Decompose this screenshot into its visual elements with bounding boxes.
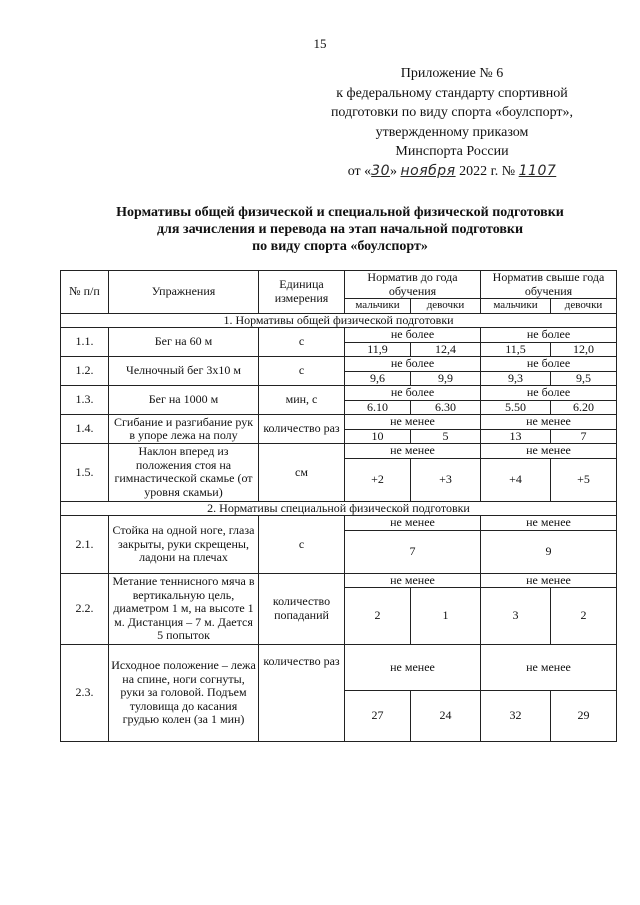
value-cell: 2 (345, 588, 411, 645)
row-condition: не менее (481, 444, 617, 459)
row-num: 1.5. (61, 444, 109, 502)
row-exercise: Стойка на одной ноге, глаза закрыты, руки скрещены, ладони на плечах (109, 516, 259, 574)
title-line: по виду спорта «боулспорт» (252, 239, 428, 254)
row-num: 1.1. (61, 328, 109, 357)
header-unit: Единица измерения (259, 271, 345, 314)
row-num: 2.2. (61, 573, 109, 645)
row-condition: не менее (481, 516, 617, 531)
row-exercise: Сгибание и разгибание рук в упоре лежа на полу (109, 415, 259, 444)
value-cell: 7 (345, 530, 481, 573)
value-cell: 5.50 (481, 400, 551, 415)
date-prefix: от « (347, 163, 372, 179)
row-num: 1.3. (61, 386, 109, 415)
row-exercise: Бег на 1000 м (109, 386, 259, 415)
appendix-line: подготовки по виду спорта «боулспорт», (330, 105, 574, 120)
row-condition: не более (345, 386, 481, 401)
value-cell: 29 (551, 691, 617, 742)
header-girls: девочки (551, 299, 617, 314)
appendix-title: Приложение № 6 (400, 66, 504, 81)
row-condition: не более (481, 328, 617, 343)
header-exercise: Упражнения (109, 271, 259, 314)
value-cell: 11,5 (481, 342, 551, 357)
header-row (61, 271, 617, 299)
row-num: 1.2. (61, 357, 109, 386)
value-cell: 32 (481, 691, 551, 742)
row-condition: не более (481, 386, 617, 401)
row-unit: мин, с (259, 386, 345, 415)
table-row (61, 444, 617, 459)
row-condition: не менее (481, 415, 617, 430)
norms-table (60, 270, 617, 742)
row-condition: не менее (481, 645, 617, 691)
row-condition: не более (481, 357, 617, 372)
value-cell: 12,4 (411, 342, 481, 357)
value-cell: +5 (551, 458, 617, 501)
value-cell: 9,6 (345, 371, 411, 386)
row-num: 2.3. (61, 645, 109, 742)
value-cell: 13 (481, 429, 551, 444)
value-cell: 6.30 (411, 400, 481, 415)
section-title: 1. Нормативы общей физической подготовки (61, 313, 617, 328)
handwritten-month: ноября (400, 162, 456, 179)
row-condition: не более (345, 328, 481, 343)
row-exercise: Исходное положение – лежа на спине, ноги согнуты, руки за головой. Подъем туловища до касания грудью колен (за 1 мин) (109, 645, 259, 742)
header-norm-up-to-year: Норматив до года обучения (345, 271, 481, 299)
value-cell: 5 (411, 429, 481, 444)
section-row (61, 501, 617, 516)
header-num: № п/п (61, 271, 109, 314)
row-condition: не менее (345, 415, 481, 430)
value-cell: 24 (411, 691, 481, 742)
row-condition: не менее (345, 516, 481, 531)
handwritten-order-number: 1107 (518, 162, 557, 179)
date-year: 2022 г. № (455, 163, 519, 179)
table-row (61, 573, 617, 588)
row-unit: количество раз (259, 645, 345, 742)
row-exercise: Метание теннисного мяча в вертикальную цель, диаметром 1 м, на высоте 1 м. Дистанция – 7 м. Дается 5 попыток (109, 573, 259, 645)
value-cell: 3 (481, 588, 551, 645)
value-cell: 6.20 (551, 400, 617, 415)
row-unit: с (259, 328, 345, 357)
value-cell: 12,0 (551, 342, 617, 357)
table-row (61, 645, 617, 691)
section-row (61, 313, 617, 328)
value-cell: 10 (345, 429, 411, 444)
value-cell: 6.10 (345, 400, 411, 415)
value-cell: 1 (411, 588, 481, 645)
row-unit: количество раз (259, 415, 345, 444)
row-num: 2.1. (61, 516, 109, 574)
header-norm-over-year: Норматив свыше года обучения (481, 271, 617, 299)
row-condition: не менее (345, 645, 481, 691)
page-number: 15 (313, 36, 327, 51)
handwritten-day: 30 (371, 162, 390, 179)
value-cell: 7 (551, 429, 617, 444)
value-cell: 27 (345, 691, 411, 742)
row-condition: не менее (481, 573, 617, 588)
table-row (61, 415, 617, 430)
value-cell: 9,5 (551, 371, 617, 386)
value-cell: 9 (481, 530, 617, 573)
header-girls: девочки (411, 299, 481, 314)
value-cell: 9,9 (411, 371, 481, 386)
appendix-line: к федеральному стандарту спортивной (336, 85, 568, 101)
value-cell: +2 (345, 458, 411, 501)
row-condition: не менее (345, 444, 481, 459)
table-row (61, 516, 617, 531)
table-row (61, 328, 617, 343)
row-unit: с (259, 357, 345, 386)
table-row (61, 357, 617, 372)
row-exercise: Наклон вперед из положения стоя на гимнастической скамье (от уровня скамьи) (109, 444, 259, 502)
row-exercise: Челночный бег 3х10 м (109, 357, 259, 386)
value-cell: +3 (411, 458, 481, 501)
row-unit: с (259, 516, 345, 574)
row-exercise: Бег на 60 м (109, 328, 259, 357)
row-condition: не менее (345, 573, 481, 588)
appendix-line: Минспорта России (395, 144, 509, 159)
title-line: для зачисления и перевода на этап начальной подготовки (156, 222, 524, 237)
section-title: 2. Нормативы специальной физической подготовки (61, 501, 617, 516)
row-unit: количество попаданий (259, 573, 345, 645)
appendix-header (302, 64, 602, 181)
row-unit: см (259, 444, 345, 502)
value-cell: 2 (551, 588, 617, 645)
order-date-line (302, 162, 602, 182)
value-cell: 11,9 (345, 342, 411, 357)
header-boys: мальчики (345, 299, 411, 314)
document-title (60, 204, 620, 255)
value-cell: 9,3 (481, 371, 551, 386)
row-condition: не более (345, 357, 481, 372)
header-boys: мальчики (481, 299, 551, 314)
appendix-line: утвержденному приказом (375, 124, 529, 140)
row-num: 1.4. (61, 415, 109, 444)
value-cell: +4 (481, 458, 551, 501)
title-line: Нормативы общей физической и специальной физической подготовки (116, 205, 564, 220)
date-mid: » (390, 163, 401, 179)
table-row (61, 386, 617, 401)
